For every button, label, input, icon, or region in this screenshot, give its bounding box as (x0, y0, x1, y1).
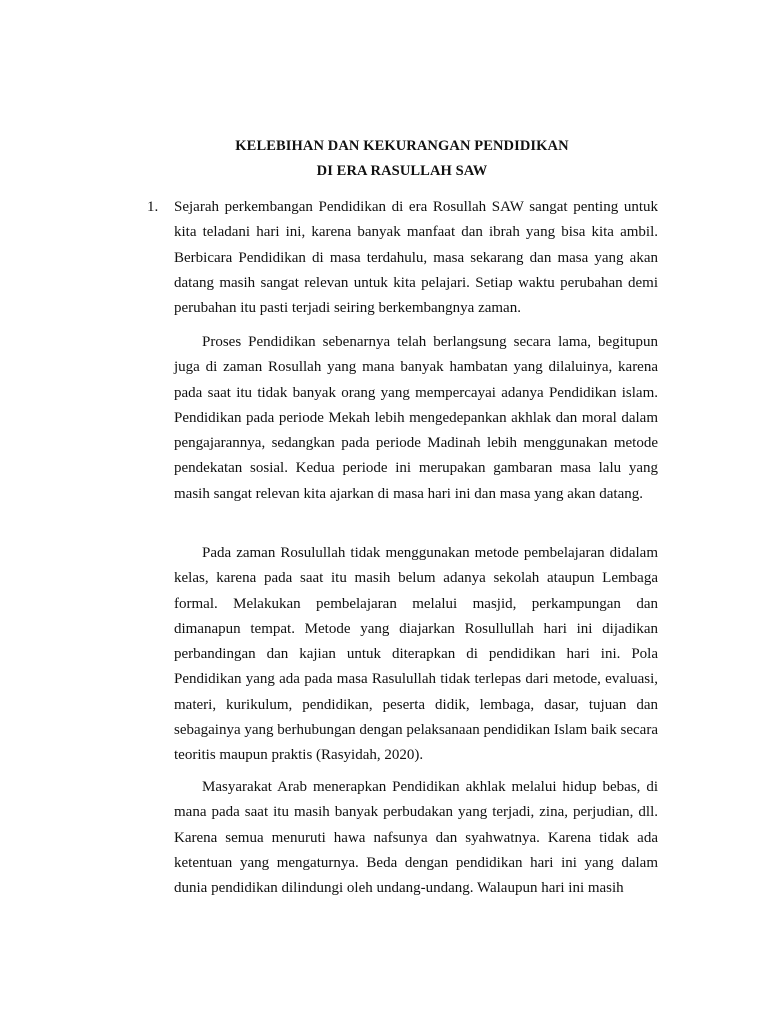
paragraph-4: Masyarakat Arab menerapkan Pendidikan akhlak melalui hidup bebas, di mana pada saat itu masih banyak perbudakan yang terjadi, zina, perjudian, dll. Karena semua menuruti hawa nafsunya dan syahwatnya. Karena tidak ada ketentuan yang mengaturnya. Beda dengan pendidikan hari ini yang dalam dunia pendidikan dilindungi oleh undang-undang. Walaupun hari ini masih (174, 779, 658, 897)
document-title-line-2: DI ERA RASULLAH SAW (316, 163, 488, 179)
paragraph-2: Proses Pendidikan sebenarnya telah berlangsung secara lama, begitupun juga di zaman Rosullah yang mana banyak hambatan yang dilaluinya, karena pada saat itu tidak banyak orang yang mempercayai adanya Pendidikan islam. Pendidikan pada periode Mekah lebih mengedepankan akhlak dan moral dalam pengajarannya, sedangkan pada periode Madinah lebih menggunakan metode pendekatan sosial. Kedua periode ini merupakan gambaran masa lalu yang masih sangat relevan kita ajarkan di masa hari ini dan masa yang akan datang. (174, 334, 658, 502)
list-item-number: 1. (147, 199, 159, 215)
paragraph-3: Pada zaman Rosulullah tidak menggunakan metode pembelajaran didalam kelas, karena pada saat itu masih belum adanya sekolah ataupun Lembaga formal. Melakukan pembelajaran melalui masjid, perkampungan dan dimanapun tempat. Metode yang diajarkan Rosullullah hari ini dijadikan perbandingan dan kajian untuk diterapkan di pendidikan hari ini. Pola Pendidikan yang ada pada masa Rasulullah tidak terlepas dari metode, evaluasi, materi, kurikulum, pendidikan, peserta didik, lembaga, dasar, tujuan dan sebagainya yang berhubungan dengan pelaksanaan pendidikan Islam baik secara teoritis maupun praktis (Rasyidah, 2020). (174, 545, 658, 764)
document-title-line-1: KELEBIHAN DAN KEKURANGAN PENDIDIKAN (235, 138, 569, 154)
paragraph-1: Sejarah perkembangan Pendidikan di era Rosullah SAW sangat penting untuk kita teladani hari ini, karena banyak manfaat dan ibrah yang bisa kita ambil. Berbicara Pendidikan di masa terdahulu, masa sekarang dan masa yang akan datang masih sangat relevan untuk kita pelajari. Setiap waktu perubahan demi perubahan itu pasti terjadi seiring berkembangnya zaman. (174, 199, 658, 317)
